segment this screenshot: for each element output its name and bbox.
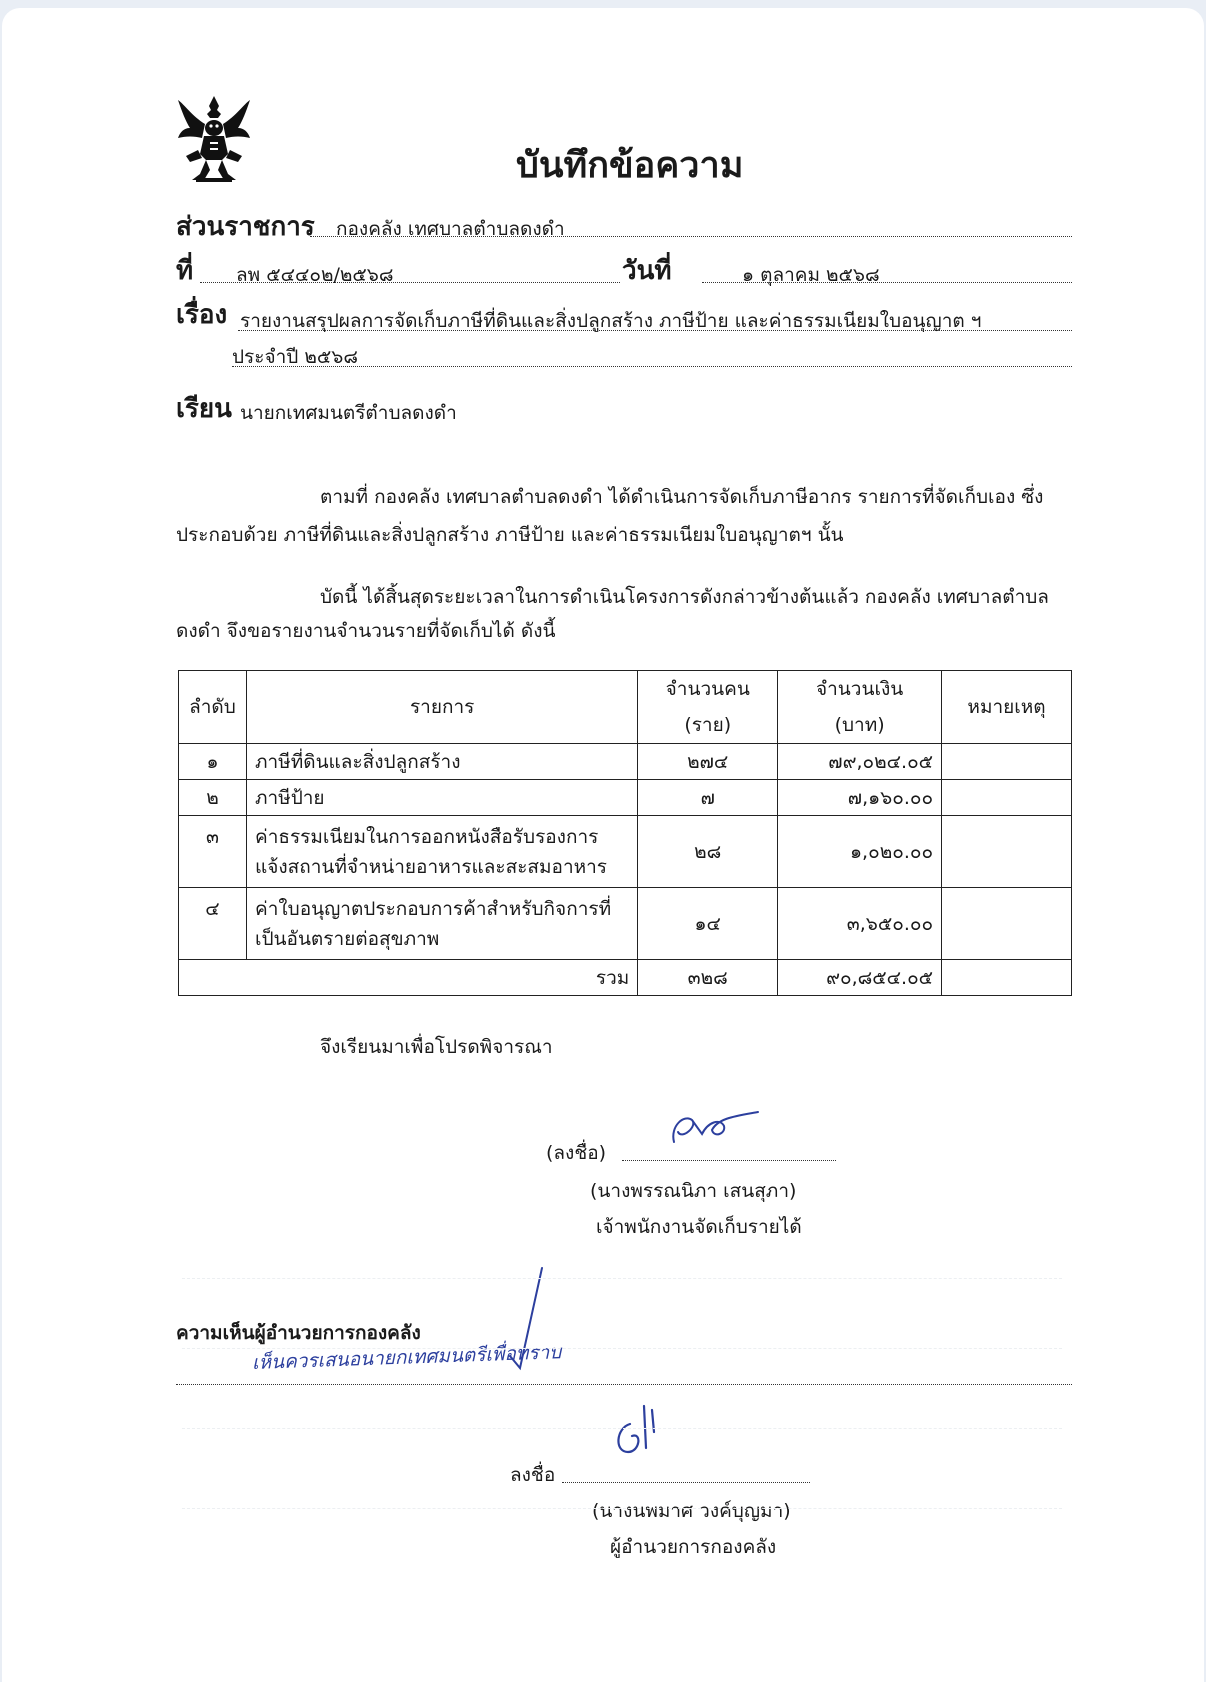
header-remark: หมายเหตุ	[942, 671, 1072, 744]
row-amount: ๑,๐๒๐.๐๐	[778, 816, 942, 888]
row-remark	[942, 816, 1072, 888]
to-value: นายกเทศมนตรีตำบลดงดำ	[240, 402, 457, 424]
header-people	[638, 671, 778, 744]
total-remark	[942, 960, 1072, 996]
row-no: ๑	[179, 744, 247, 780]
para1-line1: ตามที่ กองคลัง เทศบาลตำบลดงดำ ได้ดำเนินการจัดเก็บภาษีอากร รายการที่จัดเก็บเอง ซึ่ง	[320, 486, 1044, 508]
subject-label: เรื่อง	[176, 300, 228, 330]
revenue-table	[178, 670, 1072, 996]
header-amount	[778, 671, 942, 744]
ref-dotted-line	[200, 282, 620, 283]
show-through-line	[182, 1508, 1062, 1509]
header-amount-line1: จำนวนเงิน	[816, 678, 904, 700]
row-remark	[942, 780, 1072, 816]
date-label: วันที่	[622, 256, 672, 286]
show-through-line	[182, 1278, 1062, 1279]
header-people-line2: (ราย)	[684, 714, 732, 736]
signature-1-mark	[662, 1104, 762, 1148]
opinion-handwritten: เห็นควรเสนอนายกเทศมนตรีเพื่อทราบ	[251, 1341, 562, 1374]
subject-line-1: รายงานสรุปผลการจัดเก็บภาษีที่ดินและสิ่งปลูกสร้าง ภาษีป้าย และค่าธรรมเนียมใบอนุญาต ฯ	[240, 310, 982, 332]
row-item: ภาษีป้าย	[246, 780, 637, 816]
signature-2-mark	[608, 1402, 668, 1460]
signature-1-label: (ลงชื่อ)	[546, 1142, 607, 1164]
row-item-line1: ค่าธรรมเนียมในการออกหนังสือรับรองการ	[254, 825, 599, 848]
row-people: ๒๗๔	[638, 744, 778, 780]
row-amount: ๗๙,๐๒๔.๐๕	[778, 744, 942, 780]
signature-2-name: (นางนพมาศ วงค์บุญมา)	[592, 1500, 791, 1522]
row-remark	[942, 888, 1072, 960]
total-amount: ๙๐,๘๕๔.๐๕	[778, 960, 942, 996]
row-people: ๒๘	[638, 816, 778, 888]
row-people: ๑๔	[638, 888, 778, 960]
table-row	[179, 744, 1072, 780]
table-row	[179, 816, 1072, 888]
table-row	[179, 888, 1072, 960]
row-no: ๔	[179, 888, 247, 960]
row-amount: ๗,๑๖๐.๐๐	[778, 780, 942, 816]
signature-1-position: เจ้าพนักงานจัดเก็บรายได้	[596, 1216, 802, 1238]
row-remark	[942, 744, 1072, 780]
signature-2-position: ผู้อำนวยการกองคลัง	[610, 1536, 777, 1558]
row-item-line2: แจ้งสถานที่จำหน่ายอาหารและสะสมอาหาร	[254, 855, 608, 878]
row-no: ๒	[179, 780, 247, 816]
para1-line2: ประกอบด้วย ภาษีที่ดินและสิ่งปลูกสร้าง ภาษีป้าย และค่าธรรมเนียมใบอนุญาตฯ นั้น	[176, 524, 844, 546]
total-people: ๓๒๘	[638, 960, 778, 996]
total-label: รวม	[179, 960, 638, 996]
ref-label: ที่	[176, 256, 194, 286]
subject-dotted-line-2	[232, 366, 1072, 367]
header-item: รายการ	[246, 671, 637, 744]
header-no: ลำดับ	[179, 671, 247, 744]
garuda-emblem-icon	[176, 94, 252, 184]
page-title: บันทึกข้อความ	[516, 145, 744, 186]
subject-dotted-line-1	[238, 330, 1072, 331]
opinion-label: ความเห็นผู้อำนวยการกองคลัง	[176, 1322, 421, 1344]
table-total-row	[179, 960, 1072, 996]
row-item	[246, 816, 637, 888]
row-people: ๗	[638, 780, 778, 816]
ref-value: ลพ ๕๔๔๐๒/๒๕๖๘	[236, 264, 394, 286]
header-people-line1: จำนวนคน	[665, 678, 750, 700]
table-row	[179, 780, 1072, 816]
date-value: ๑ ตุลาคม ๒๕๖๘	[742, 264, 880, 286]
table-header-row	[179, 671, 1072, 744]
para2-line1: บัดนี้ ได้สิ้นสุดระยะเวลาในการดำเนินโครงการดังกล่าวข้างต้นแล้ว กองคลัง เทศบาลตำบล	[320, 586, 1049, 608]
row-no: ๓	[179, 816, 247, 888]
row-amount: ๓,๖๕๐.๐๐	[778, 888, 942, 960]
subject-line-2: ประจำปี ๒๕๖๘	[232, 346, 358, 368]
signature-2-line	[562, 1482, 810, 1483]
row-item-line2: เป็นอันตรายต่อสุขภาพ	[254, 927, 440, 950]
para2-line2: ดงดำ จึงขอรายงานจำนวนรายที่จัดเก็บได้ ดังนี้	[176, 620, 556, 642]
signature-1-line	[622, 1160, 836, 1161]
show-through-line	[182, 1348, 1062, 1349]
department-dotted-line	[310, 236, 1072, 237]
closing-text: จึงเรียนมาเพื่อโปรดพิจารณา	[320, 1036, 553, 1058]
signature-1-name: (นางพรรณนิภา เสนสุภา)	[590, 1180, 797, 1202]
row-item: ภาษีที่ดินและสิ่งปลูกสร้าง	[246, 744, 637, 780]
show-through-line	[182, 1428, 1062, 1429]
header-amount-line2: (บาท)	[834, 714, 885, 736]
row-item-line1: ค่าใบอนุญาตประกอบการค้าสำหรับกิจการที่	[254, 897, 612, 920]
to-label: เรียน	[176, 394, 232, 424]
department-label: ส่วนราชการ	[176, 212, 315, 242]
row-item	[246, 888, 637, 960]
opinion-tick-mark	[502, 1264, 552, 1374]
signature-2-label: ลงชื่อ	[510, 1464, 556, 1486]
department-value: กองคลัง เทศบาลตำบลดงดำ	[336, 218, 565, 240]
opinion-dotted-line	[176, 1384, 1072, 1385]
date-dotted-line	[702, 282, 1072, 283]
memo-page	[2, 8, 1204, 1682]
